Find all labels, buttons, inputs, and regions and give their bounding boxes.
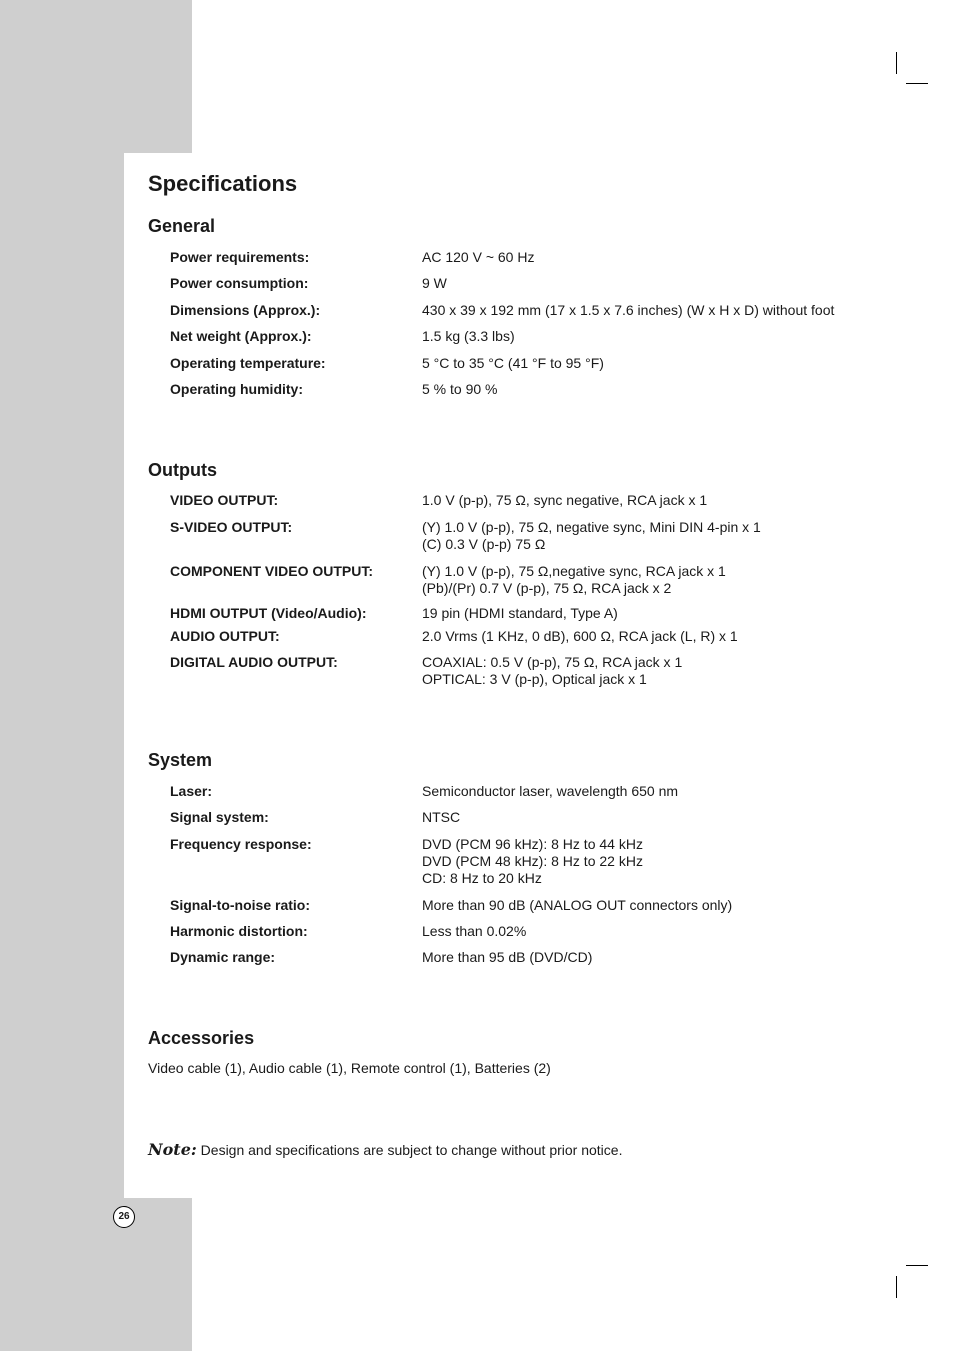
spec-value-line: (Pb)/(Pr) 0.7 V (p-p), 75 Ω, RCA jack x 2 bbox=[422, 580, 672, 596]
spec-value bbox=[422, 605, 618, 622]
page-number: 26 bbox=[113, 1206, 135, 1228]
spec-label: Net weight (Approx.): bbox=[170, 328, 312, 344]
page-title: Specifications bbox=[148, 171, 298, 196]
crop-mark-bottom-horizontal bbox=[906, 1265, 928, 1266]
spec-label: Laser: bbox=[170, 783, 213, 799]
spec-label: Dimensions (Approx.): bbox=[170, 302, 321, 318]
spec-label: COMPONENT VIDEO OUTPUT: bbox=[170, 563, 374, 579]
spec-label: Power requirements: bbox=[170, 249, 310, 265]
note-text: Design and specifications are subject to change without prior notice. bbox=[200, 1142, 623, 1158]
spec-value-line: 5 % to 90 % bbox=[422, 381, 498, 397]
spec-value bbox=[422, 809, 460, 826]
spec-value-line: 2.0 Vrms (1 KHz, 0 dB), 600 Ω, RCA jack (L, R) x 1 bbox=[422, 628, 738, 644]
spec-value bbox=[422, 355, 604, 372]
spec-value bbox=[422, 328, 515, 345]
spec-value-line: OPTICAL: 3 V (p-p), Optical jack x 1 bbox=[422, 671, 647, 687]
spec-value-line: DVD (PCM 48 kHz): 8 Hz to 22 kHz bbox=[422, 853, 643, 869]
crop-mark-top-horizontal bbox=[906, 83, 928, 84]
spec-value bbox=[422, 949, 592, 966]
spec-value-line: COAXIAL: 0.5 V (p-p), 75 Ω, RCA jack x 1 bbox=[422, 654, 683, 670]
spec-value bbox=[422, 783, 678, 800]
crop-mark-top-vertical bbox=[896, 52, 897, 74]
spec-label: Operating humidity: bbox=[170, 381, 303, 397]
spec-value-line: (Y) 1.0 V (p-p), 75 Ω,negative sync, RCA jack x 1 bbox=[422, 563, 726, 579]
spec-value-line: NTSC bbox=[422, 809, 461, 825]
section-heading-outputs: Outputs bbox=[148, 460, 217, 480]
spec-value bbox=[422, 563, 726, 597]
spec-value-line: More than 90 dB (ANALOG OUT connectors only) bbox=[422, 897, 733, 913]
spec-value bbox=[422, 492, 707, 509]
spec-value-line: 19 pin (HDMI standard, Type A) bbox=[422, 605, 618, 621]
spec-label: Harmonic distortion: bbox=[170, 923, 308, 939]
spec-label: Dynamic range: bbox=[170, 949, 276, 965]
section-heading-general: General bbox=[148, 216, 216, 236]
spec-value bbox=[422, 923, 526, 940]
spec-value bbox=[422, 836, 643, 887]
spec-value bbox=[422, 519, 761, 553]
accessories-text: Video cable (1), Audio cable (1), Remote control (1), Batteries (2) bbox=[148, 1060, 551, 1076]
spec-value bbox=[422, 249, 534, 266]
note-label: Note: bbox=[148, 1140, 197, 1159]
spec-label: DIGITAL AUDIO OUTPUT: bbox=[170, 654, 338, 670]
spec-label: AUDIO OUTPUT: bbox=[170, 628, 280, 644]
spec-value-line: 5 °C to 35 °C (41 °F to 95 °F) bbox=[422, 355, 604, 371]
spec-label: Frequency response: bbox=[170, 836, 312, 852]
spec-value-line: 9 W bbox=[422, 275, 447, 291]
spec-label: Operating temperature: bbox=[170, 355, 326, 371]
spec-value bbox=[422, 897, 732, 914]
spec-value bbox=[422, 275, 447, 292]
margin-band-bottom bbox=[0, 1198, 192, 1351]
spec-label: VIDEO OUTPUT: bbox=[170, 492, 279, 508]
spec-label: Signal-to-noise ratio: bbox=[170, 897, 310, 913]
spec-value-line: (Y) 1.0 V (p-p), 75 Ω, negative sync, Mini DIN 4-pin x 1 bbox=[422, 519, 761, 535]
note bbox=[148, 1140, 622, 1160]
spec-value-line: 1.5 kg (3.3 lbs) bbox=[422, 328, 515, 344]
spec-value bbox=[422, 654, 682, 688]
spec-value-line: More than 95 dB (DVD/CD) bbox=[422, 949, 593, 965]
crop-mark-bottom-vertical bbox=[896, 1276, 897, 1298]
section-heading-accessories: Accessories bbox=[148, 1028, 255, 1048]
spec-value-line: CD: 8 Hz to 20 kHz bbox=[422, 870, 542, 886]
spec-label: S-VIDEO OUTPUT: bbox=[170, 519, 293, 535]
section-heading-system: System bbox=[148, 750, 213, 770]
spec-label: HDMI OUTPUT (Video/Audio): bbox=[170, 605, 367, 621]
margin-band-left bbox=[0, 153, 124, 1198]
spec-value-line: AC 120 V ~ 60 Hz bbox=[422, 249, 535, 265]
specifications-content bbox=[148, 168, 908, 1159]
spec-value-line: 430 x 39 x 192 mm (17 x 1.5 x 7.6 inches) (W x H x D) without foot bbox=[422, 302, 835, 318]
spec-value-line: (C) 0.3 V (p-p) 75 Ω bbox=[422, 536, 546, 552]
spec-value-line: Less than 0.02% bbox=[422, 923, 527, 939]
spec-value-line: DVD (PCM 96 kHz): 8 Hz to 44 kHz bbox=[422, 836, 643, 852]
spec-value bbox=[422, 302, 834, 319]
spec-value-line: Semiconductor laser, wavelength 650 nm bbox=[422, 783, 679, 799]
spec-label: Signal system: bbox=[170, 809, 269, 825]
margin-band-top bbox=[0, 0, 192, 153]
spec-value-line: 1.0 V (p-p), 75 Ω, sync negative, RCA jack x 1 bbox=[422, 492, 708, 508]
spec-value bbox=[422, 628, 738, 645]
spec-label: Power consumption: bbox=[170, 275, 309, 291]
spec-value bbox=[422, 381, 498, 398]
